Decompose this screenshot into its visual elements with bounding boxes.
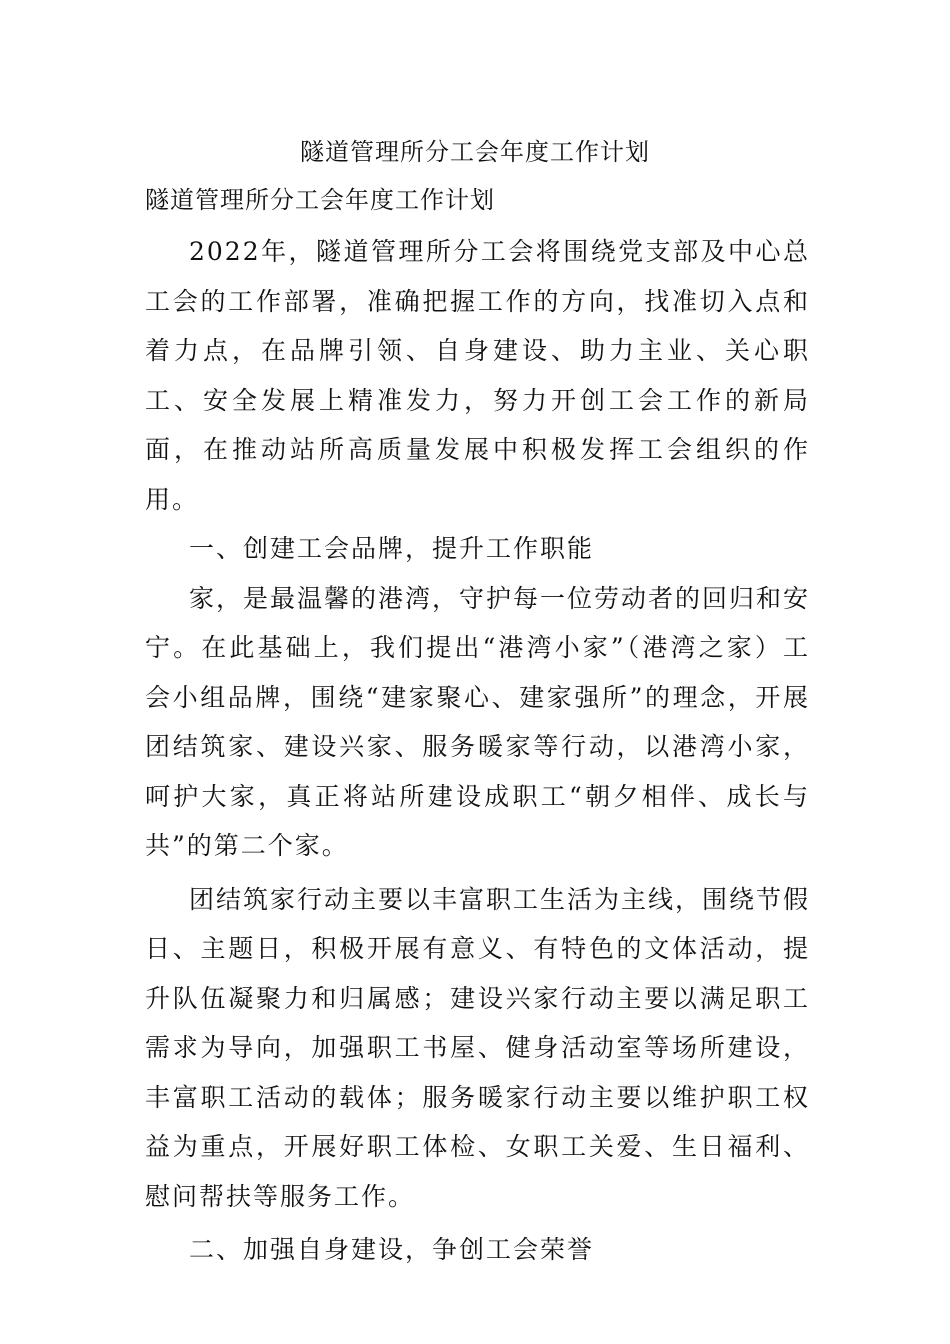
section-1-paragraph-1: 家，是最温馨的港湾，守护每一位劳动者的回归和安宁。在此基础上，我们提出“港湾小家”（港湾之家）工会小组品牌，围绕“建家聚心、建家强所”的理念，开展团结筑家、建设兴家、服务暖家等行动，以港湾小家，呵护大家，真正将站所建设成职工“朝夕相伴、成长与共”的第二个家。 xyxy=(145,583,811,860)
document-subtitle: 隧道管理所分工会年度工作计划 xyxy=(145,186,495,214)
intro-paragraph: 2022年，隧道管理所分工会将围绕党支部及中心总工会的工作部署，准确把握工作的方向，找准切入点和着力点，在品牌引领、自身建设、助力主业、关心职工、安全发展上精准发力，努力开创工会工作的新局面，在推动站所高质量发展中积极发挥工会组织的作用。 xyxy=(145,237,810,514)
section-2-heading: 二、加强自身建设，争创工会荣誉 xyxy=(189,1235,595,1264)
section-1-paragraph-2: 团结筑家行动主要以丰富职工生活为主线，围绕节假日、主题日，积极开展有意义、有特色的文体活动，提升队伍凝聚力和归属感；建设兴家行动主要以满足职工需求为导向，加强职工书屋、健身活动室等场所建设，丰富职工活动的载体；服务暖家行动主要以维护职工权益为重点，开展好职工体检、女职工关爱、生日福利、慰问帮扶等服务工作。 xyxy=(145,884,811,1211)
document-title: 隧道管理所分工会年度工作计划 xyxy=(300,138,650,166)
document-body xyxy=(145,227,810,1275)
section-1-heading: 一、创建工会品牌，提升工作职能 xyxy=(189,534,595,563)
